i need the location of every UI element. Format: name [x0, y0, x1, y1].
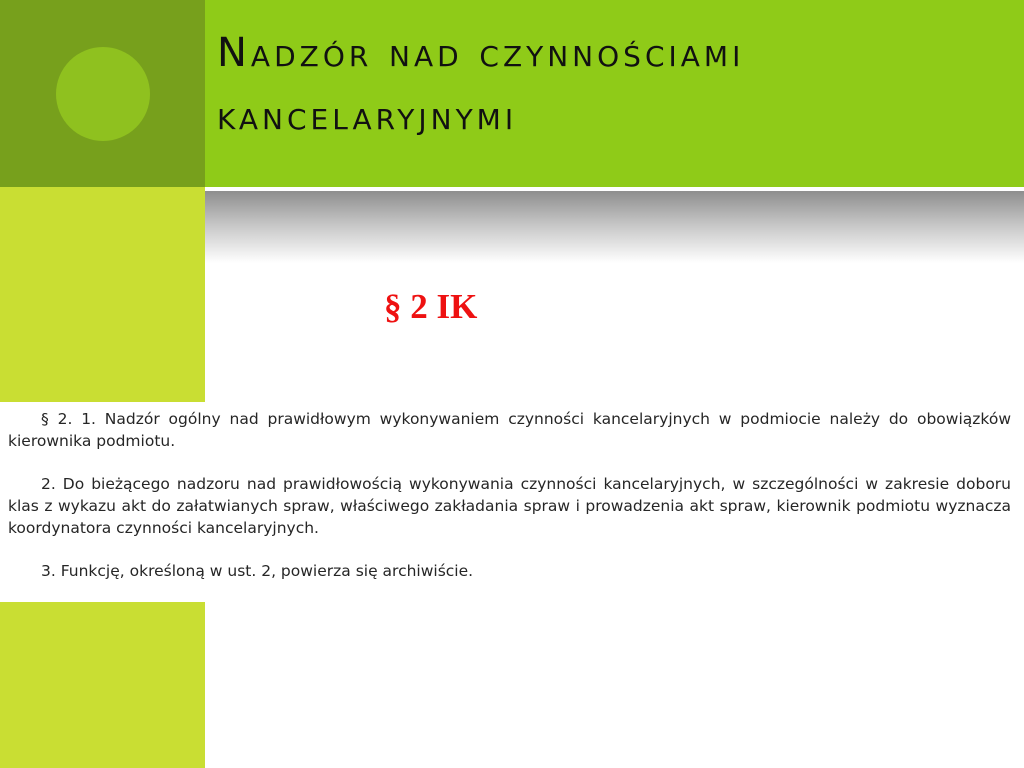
title-shadow-gradient	[205, 191, 1024, 263]
paragraph-2: 2. Do bieżącego nadzoru nad prawidłowością wykonywania czynności kancelaryjnych, w szczególności w zakresie doboru klas z wykazu akt do załatwianych spraw, właściwego zakładania spraw i prowadzenia akt spraw, kierownik podmiotu wyznacza koordynatora czynności kancelaryjnych.	[8, 475, 1011, 537]
decorative-circle	[56, 47, 150, 141]
paragraph-1: § 2. 1. Nadzór ogólny nad prawidłowym wykonywaniem czynności kancelaryjnych w podmiocie należy do obowiązków kierownika podmiotu.	[8, 410, 1011, 450]
slide-title: Nadzór nad czynnościami kancelaryjnymi	[217, 30, 745, 139]
paragraph-3: 3. Funkcję, określoną w ust. 2, powierza się archiwiście.	[41, 562, 474, 580]
section-reference: § 2 IK	[384, 287, 478, 326]
body-text	[8, 408, 1011, 603]
